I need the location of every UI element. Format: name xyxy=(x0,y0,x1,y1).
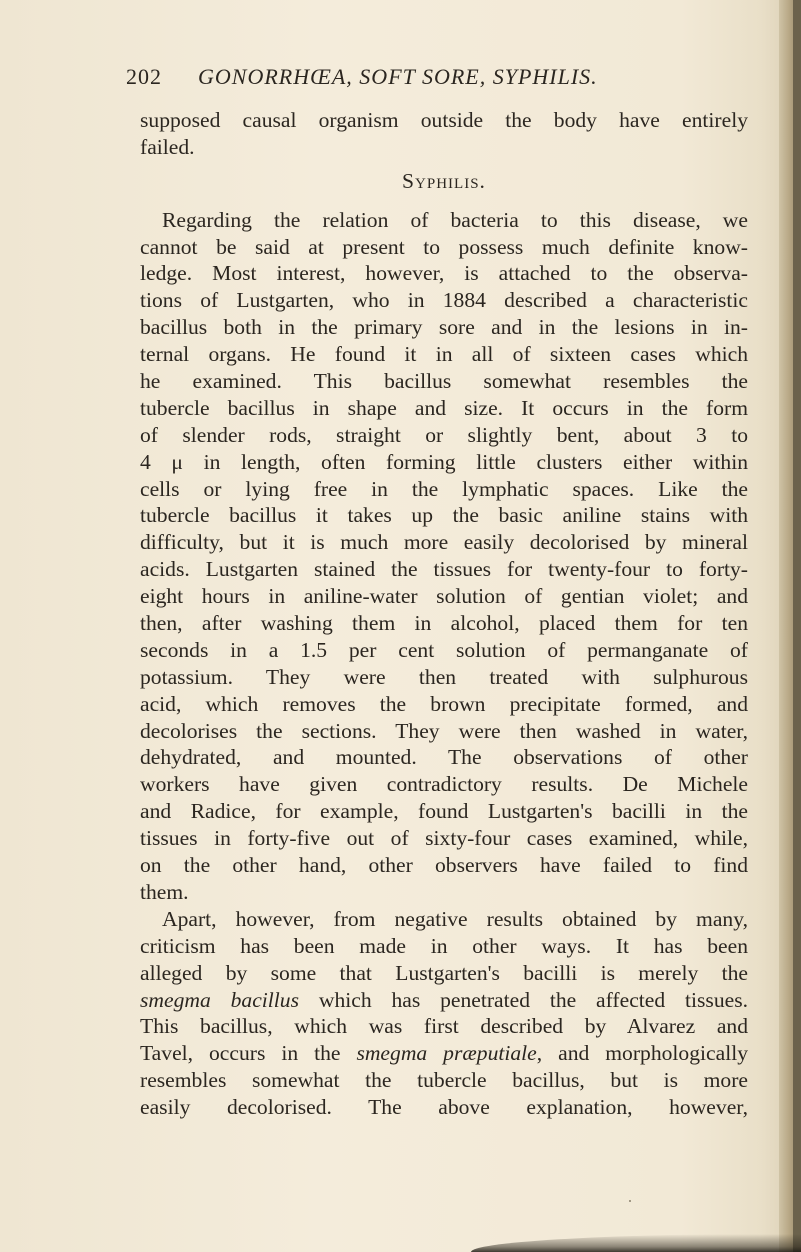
text-line: seconds in a 1.5 per cent solution of permanganate of xyxy=(140,637,748,662)
text-line: bacillus both in the primary sore and in the lesions in in- xyxy=(140,315,748,340)
text-line: resembles somewhat the tubercle bacillus, but is more xyxy=(140,1068,748,1093)
text-line: acids. Lustgarten stained the tissues for twenty-four to forty- xyxy=(140,557,748,582)
text-line: tissues in forty-five out of sixty-four cases examined, while, xyxy=(140,826,748,851)
text-line: failed. xyxy=(140,134,195,159)
text-line xyxy=(140,987,748,1014)
text-line: workers have given contradictory results. De Michele xyxy=(140,772,748,797)
text-run: , and morphologically xyxy=(536,1041,748,1066)
text-line: and Radice, for example, found Lustgarten's bacilli in the xyxy=(140,799,748,824)
text-line: tions of Lustgarten, who in 1884 described a characteristic xyxy=(140,288,748,313)
text-line: Apart, however, from negative results obtained by many, xyxy=(162,906,748,931)
text-line: tubercle bacillus it takes up the basic aniline stains with xyxy=(140,503,748,528)
text-line: them. xyxy=(140,879,189,904)
page-header xyxy=(126,64,746,96)
section-title: Syphilis. xyxy=(402,168,486,193)
text-line: ternal organs. He found it in all of sixteen cases which xyxy=(140,342,748,367)
text-line: he examined. This bacillus somewhat resembles the xyxy=(140,369,748,394)
text-line: ledge. Most interest, however, is attached to the observa- xyxy=(140,261,748,286)
text-run: which has penetrated the affected tissues. xyxy=(318,987,749,1012)
text-line: on the other hand, other observers have failed to find xyxy=(140,853,748,878)
page-number: 202 xyxy=(126,64,162,89)
text-line: alleged by some that Lustgarten's bacilli is merely the xyxy=(140,960,748,985)
paper-speck xyxy=(629,1200,631,1202)
text-line xyxy=(140,1040,748,1067)
text-line: potassium. They were then treated with sulphurous xyxy=(140,664,748,689)
text-line: criticism has been made in other ways. It has been xyxy=(140,933,748,958)
italic-term: smegma bacillus xyxy=(140,987,299,1012)
italic-term: smegma præputiale xyxy=(356,1041,537,1066)
text-line: then, after washing them in alcohol, placed them for ten xyxy=(140,611,748,636)
text-line: eight hours in aniline-water solution of gentian violet; and xyxy=(140,584,748,609)
body-text xyxy=(140,107,748,1121)
text-line: tubercle bacillus in shape and size. It occurs in the form xyxy=(140,395,748,420)
text-line: supposed causal organism outside the body have entirely xyxy=(140,108,748,132)
text-line: This bacillus, which was first described by Alvarez and xyxy=(140,1014,748,1039)
running-head: GONORRHŒA, SOFT SORE, SYPHILIS. xyxy=(198,64,598,89)
text-line: of slender rods, straight or slightly bent, about 3 to xyxy=(140,422,748,447)
text-line: easily decolorised. The above explanation, however, xyxy=(140,1095,748,1120)
text-line: decolorises the sections. They were then washed in water, xyxy=(140,718,748,743)
text-line: Regarding the relation of bacteria to this disease, we xyxy=(162,207,748,232)
text-line: dehydrated, and mounted. The observations of other xyxy=(140,745,748,770)
text-line: difficulty, but it is much more easily decolorised by mineral xyxy=(140,530,748,555)
text-line: cannot be said at present to possess much definite know- xyxy=(140,234,748,259)
text-line: cells or lying free in the lymphatic spaces. Like the xyxy=(140,476,748,501)
text-run: Tavel, occurs in the xyxy=(140,1041,341,1066)
text-line: acid, which removes the brown precipitate formed, and xyxy=(140,691,748,716)
page-edge-shadow xyxy=(793,0,801,1252)
bottom-shadow xyxy=(471,1234,801,1252)
text-line: 4 μ in length, often forming little clusters either within xyxy=(140,449,748,474)
